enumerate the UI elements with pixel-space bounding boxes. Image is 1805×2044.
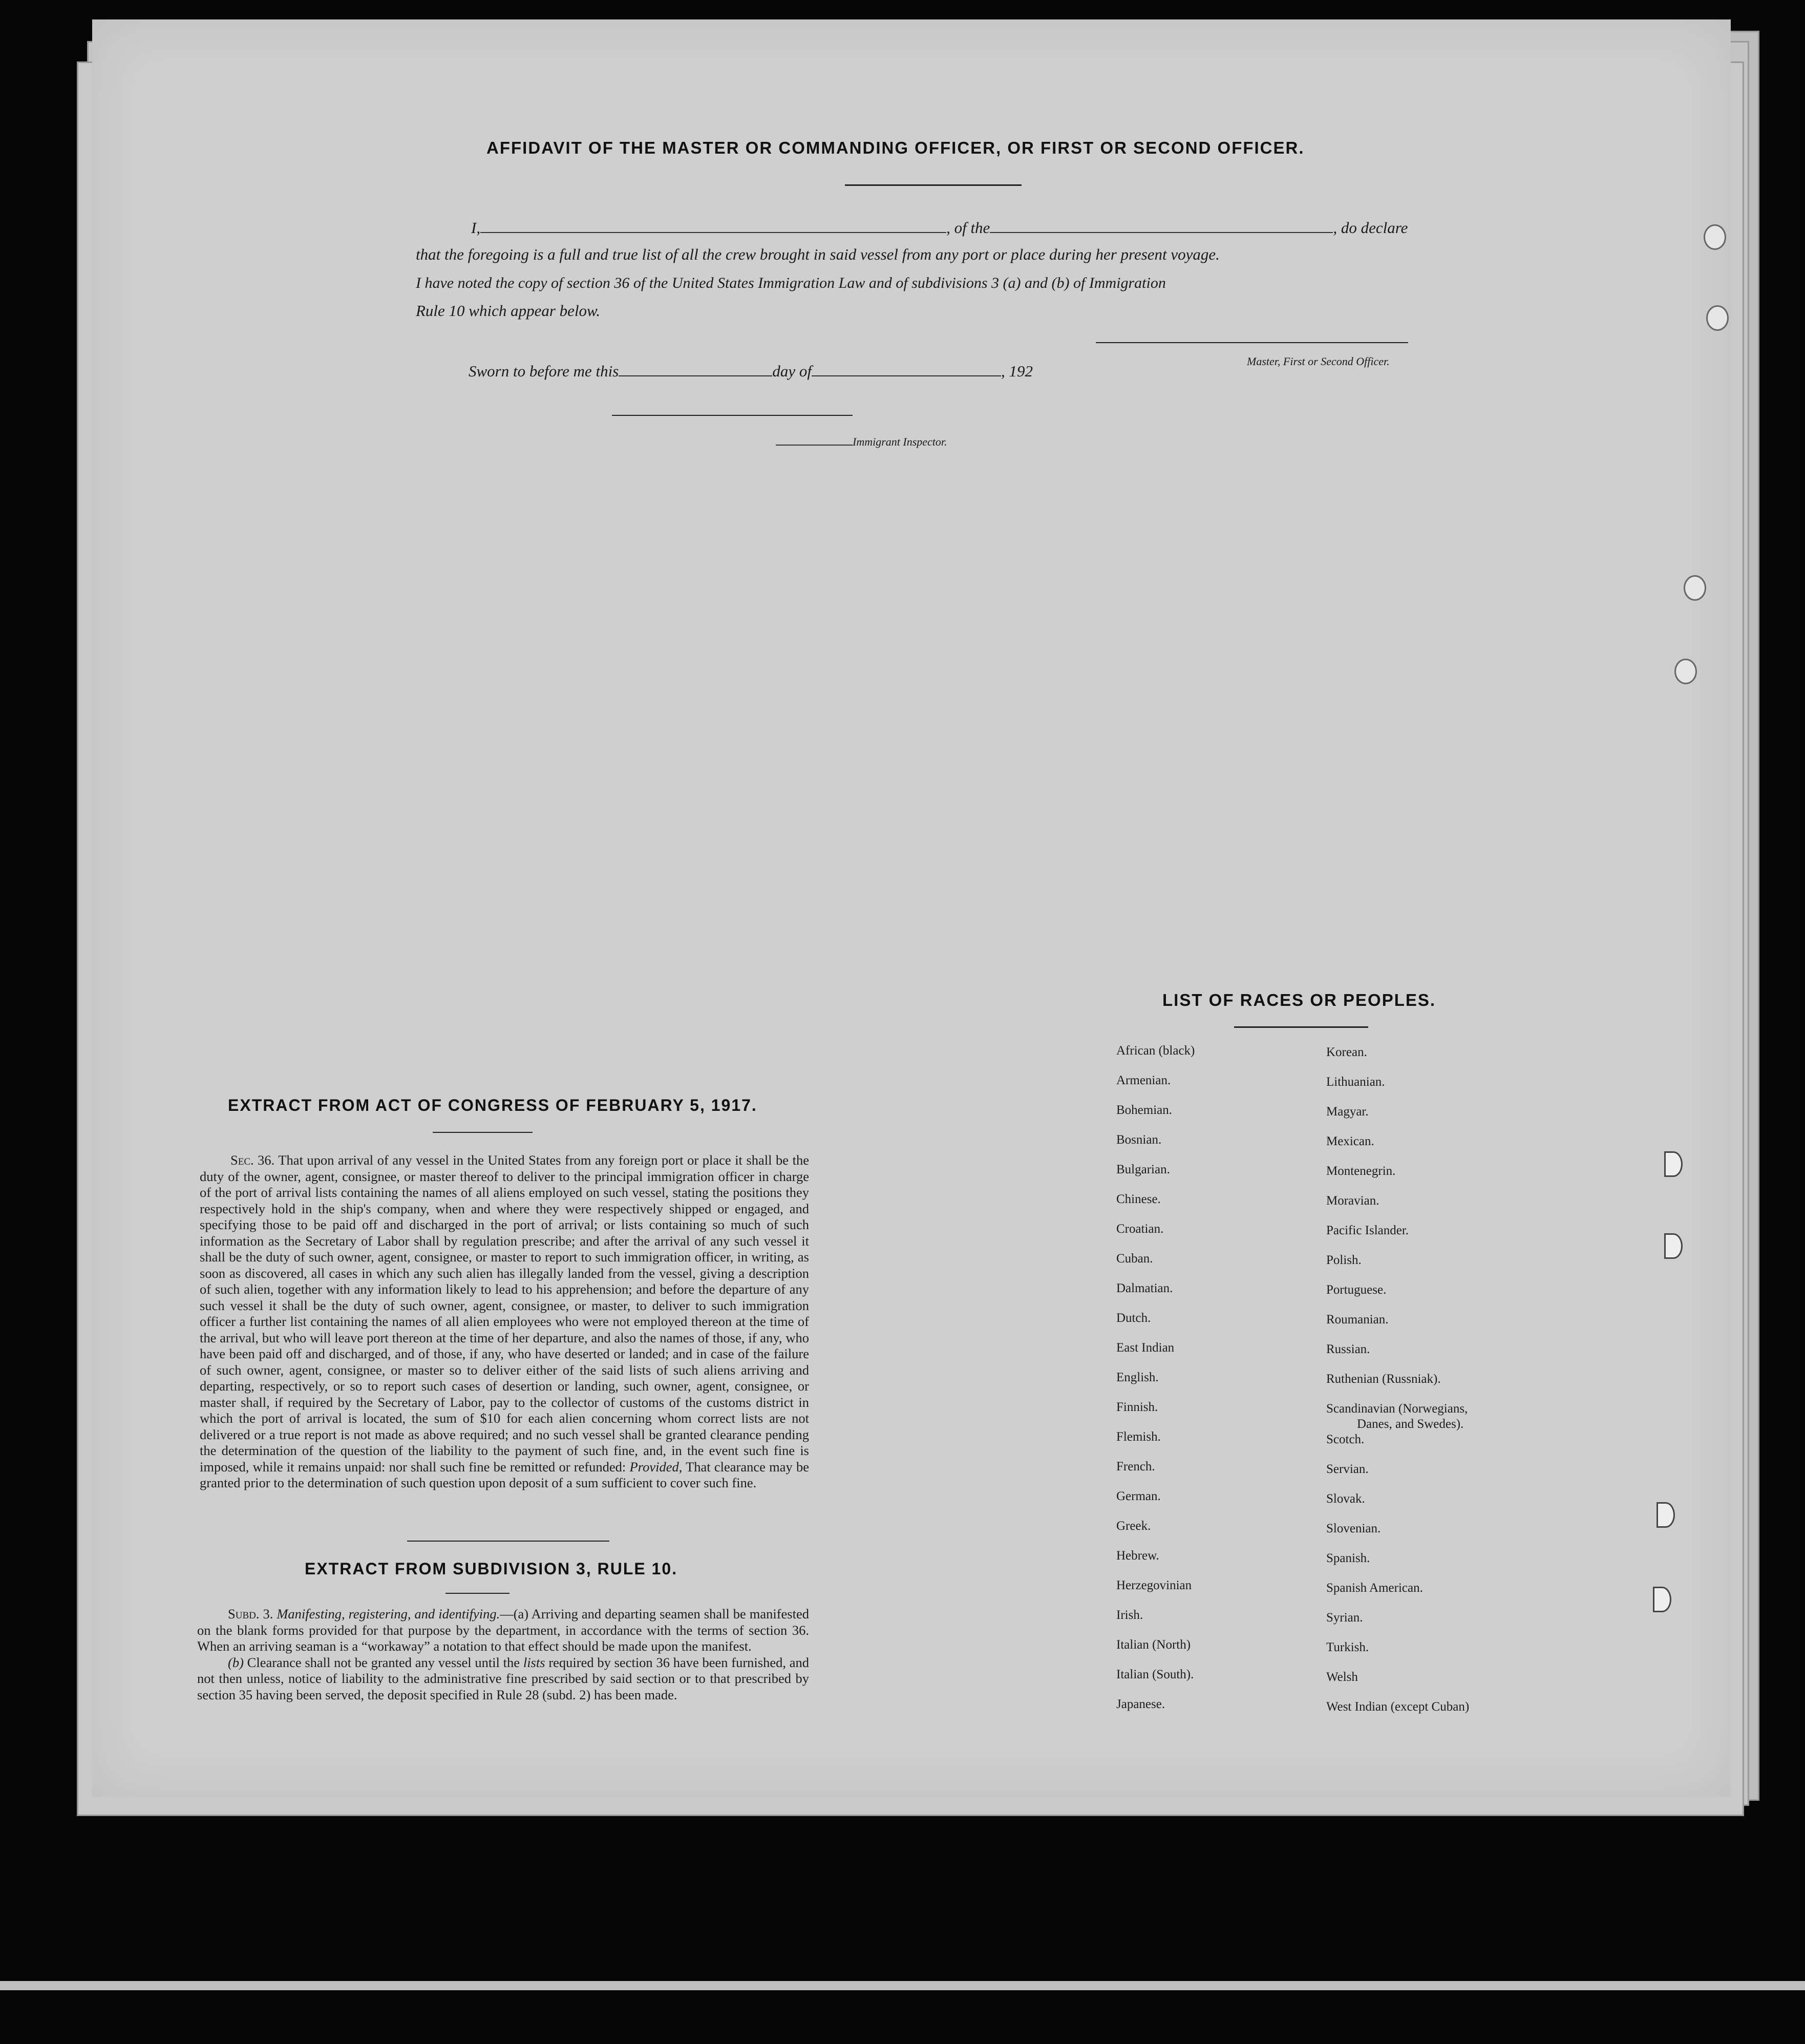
subd-b-text-2: required by section 36 have been furnished, and not then unless, notice of liability to the administrative fine prescribed by said section or to that prescribed by section 35 having been served, the deposit specified in Rule 28 (subd. 2) has been made. (197, 1654, 810, 1702)
race-item: Herzegovinian (1116, 1578, 1192, 1592)
race-item: Syrian. (1326, 1611, 1363, 1625)
race-item: Croatian. (1116, 1222, 1164, 1236)
affidavit-line-1 (471, 214, 1408, 242)
races-title: LIST OF RACES OR PEOPLES. (1162, 991, 1436, 1009)
inspector-line (776, 435, 947, 449)
day-of-label: day of (772, 362, 812, 380)
name-blank[interactable] (480, 232, 946, 233)
race-item: Dutch. (1116, 1311, 1151, 1325)
race-item: Irish. (1116, 1608, 1143, 1622)
race-item: Danes, and Swedes). (1357, 1417, 1464, 1431)
race-item: Spanish American. (1326, 1581, 1423, 1595)
rule-extract-title: EXTRACT FROM SUBDIVISION 3, RULE 10. (305, 1560, 678, 1578)
section-divider-rule (407, 1541, 609, 1542)
race-item: Greek. (1116, 1519, 1151, 1533)
subd-b-lists: lists (523, 1654, 545, 1670)
race-item: African (black) (1116, 1044, 1195, 1058)
race-item: Cuban. (1116, 1252, 1153, 1266)
affidavit-body-1: that the foregoing is a full and true list of all the crew brought in said vessel from any port or place during her present voyage. (416, 245, 1220, 263)
affidavit-body-3: Rule 10 which appear below. (416, 302, 601, 320)
do-declare-label: , do declare (1333, 219, 1408, 237)
subd-a-label: —(a) (500, 1606, 529, 1621)
act-extract-rule (433, 1132, 533, 1133)
race-item: Polish. (1326, 1253, 1362, 1267)
year-label: , 192 (1001, 362, 1033, 380)
inspector-label: Immigrant Inspector. (853, 435, 947, 448)
punch-hole (1653, 1587, 1671, 1612)
race-item: Korean. (1326, 1045, 1367, 1059)
race-item: German. (1116, 1489, 1161, 1503)
subd-label: Subd. 3. (228, 1606, 273, 1621)
subd-b-label: (b) (228, 1654, 244, 1670)
act-extract-body (200, 1152, 809, 1491)
subd-b-text-1: Clearance shall not be granted any vessel until the (247, 1654, 520, 1670)
race-item: English. (1116, 1371, 1159, 1384)
race-item: Magyar. (1326, 1105, 1369, 1119)
day-blank[interactable] (619, 375, 772, 376)
master-signature-line[interactable] (1096, 342, 1408, 343)
race-item: Ruthenian (Russniak). (1326, 1372, 1441, 1386)
race-item: Slovak. (1326, 1492, 1365, 1506)
month-blank[interactable] (812, 375, 1001, 376)
race-item: Scotch. (1326, 1432, 1365, 1446)
race-item: Finnish. (1116, 1400, 1158, 1414)
subd-heading: Manifesting, registering, and identifying. (277, 1606, 500, 1621)
punch-hole (1664, 1151, 1683, 1177)
race-item: Bohemian. (1116, 1103, 1173, 1117)
race-item: Flemish. (1116, 1430, 1161, 1444)
proviso-text: That clearance may be granted prior to the determination of such question upon deposit of a sum sufficient to cover such fine. (200, 1459, 810, 1490)
races-title-rule (1234, 1026, 1368, 1028)
race-item: Servian. (1326, 1462, 1369, 1476)
race-item: French. (1116, 1460, 1155, 1473)
race-item: Lithuanian. (1326, 1075, 1385, 1089)
race-item: Mexican. (1326, 1134, 1374, 1148)
scanner-edge-line (0, 1981, 1805, 1990)
race-item: Russian. (1326, 1342, 1370, 1356)
race-item: Spanish. (1326, 1551, 1370, 1565)
punch-hole (1706, 305, 1729, 331)
vessel-blank[interactable] (990, 232, 1333, 233)
inspector-signature-line[interactable] (612, 415, 853, 416)
race-item: Roumanian. (1326, 1313, 1389, 1326)
affidavit-title: AFFIDAVIT OF THE MASTER OR COMMANDING OFFICER, OR FIRST OR SECOND OFFICER. (486, 138, 1305, 157)
section-label: Sec. 36. (230, 1152, 275, 1168)
affidavit-body-2: I have noted the copy of section 36 of the United States Immigration Law and of subdivisions 3 (a) and (b) of Immigration (416, 275, 1166, 291)
race-item: Slovenian. (1326, 1522, 1381, 1535)
punch-hole (1704, 224, 1726, 250)
manifest-back-page (92, 19, 1731, 1797)
act-extract-title: EXTRACT FROM ACT OF CONGRESS OF FEBRUARY 5, 1917. (228, 1096, 757, 1114)
race-item: Italian (South). (1116, 1668, 1194, 1681)
subd-a-text: Arriving and departing seamen shall be manifested on the blank forms provided for that purpose by the department, in accordance with the terms of section 36. When an arriving seaman is a “workaway” a notation to that effect should be made upon the manifest. (197, 1606, 809, 1654)
punch-hole (1684, 575, 1706, 601)
sworn-line (469, 357, 1033, 385)
proviso-label: Provided, (629, 1459, 683, 1474)
section-body: That upon arrival of any vessel in the United States from any foreign port or place it shall be the duty of the owner, agent, consignee, or master thereof to deliver to the principal immigration officer in charge of the port of arrival lists containing the names of all aliens employed on such vessel, stating the positions they respectively hold in the ship's company, when and where they were respectively shipped or engaged, and specifying those to be paid off and discharged in the port of arrival; or lists containing so much of such information as the Secretary of Labor shall by regulation prescribe; and after the arrival of any such vessel it shall be the duty of such owner, agent, consignee, or master to report to such immigration officer, in writing, as soon as discovered, all cases in which any such alien has illegally landed from the vessel, giving a description of such alien, together with any information likely to lead to his apprehension; and before the departure of any such vessel it shall be the duty of such owner, agent, consignee, or master, to deliver to such immigration officer a further list containing the names of all alien employees who were not employed thereon at the time of the arrival, but who will leave port thereon at the time of her departure, and also the names of those, if any, who have been paid off and discharged, and of those, if any, who have deserted or landed; and in case of the failure of such owner, agent, consignee, or master so to deliver either of the said lists of such aliens arriving and departing, respectively, or so to report such cases of desertion or landing, such owner, agent, consignee, or master shall, if required by the Secretary of Labor, pay to the collector of customs of the customs district in which the port of arrival is located, the sum of $10 for each alien concerning whom correct lists are not delivered or a true report is not made as above required; and no such vessel shall be granted clearance pending the determination of the question of the liability to the payment of such fine, and, in the event such fine is imposed, while it remains unpaid: nor shall such fine be remitted or refunded: (200, 1152, 809, 1474)
race-item: Montenegrin. (1326, 1164, 1396, 1178)
rule-extract-rule (445, 1593, 509, 1594)
punch-hole (1664, 1233, 1683, 1259)
race-item: Bosnian. (1116, 1133, 1162, 1147)
master-signature-label: Master, First or Second Officer. (1247, 355, 1390, 368)
race-item: Armenian. (1116, 1073, 1171, 1087)
race-item: Hebrew. (1116, 1549, 1159, 1563)
race-item: Portuguese. (1326, 1283, 1387, 1297)
punch-hole (1657, 1502, 1675, 1528)
race-item: Welsh (1326, 1670, 1358, 1684)
race-item: Italian (North) (1116, 1638, 1191, 1652)
of-the-label: , of the (946, 219, 990, 237)
race-item: Bulgarian. (1116, 1163, 1170, 1176)
rule-extract-body (197, 1606, 809, 1703)
race-item: Scandinavian (Norwegians, (1326, 1402, 1468, 1416)
punch-hole (1674, 659, 1697, 684)
race-item: Japanese. (1116, 1697, 1165, 1711)
race-item: Dalmatian. (1116, 1281, 1173, 1295)
sworn-label: Sworn to before me this (469, 362, 619, 380)
race-item: Turkish. (1326, 1640, 1369, 1654)
race-item: West Indian (except Cuban) (1326, 1700, 1470, 1714)
affidavit-title-rule (845, 184, 1022, 186)
i-label: I, (471, 219, 481, 237)
race-item: Moravian. (1326, 1194, 1379, 1208)
inspector-blank[interactable] (776, 445, 853, 446)
race-item: Pacific Islander. (1326, 1224, 1409, 1237)
race-item: East Indian (1116, 1341, 1175, 1355)
race-item: Chinese. (1116, 1192, 1161, 1206)
